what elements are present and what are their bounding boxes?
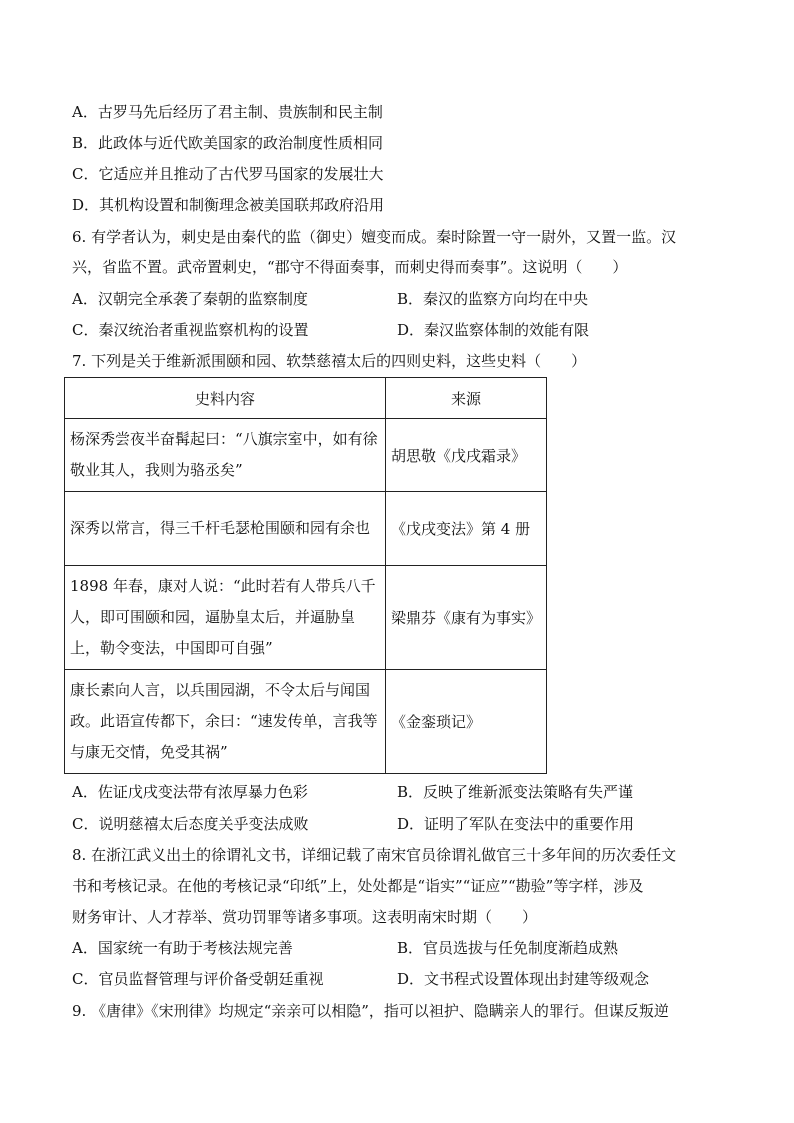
q9-stem-line1: 9. 《唐律》《宋刑律》均规定“亲亲可以相隐”，指可以袒护、隐瞒亲人的罪行。但谋反叛逆 — [72, 1002, 669, 1020]
table-row — [65, 492, 547, 566]
q7-option-c: C．说明慈禧太后态度关乎变法成败 — [72, 815, 309, 833]
table-row — [65, 419, 547, 492]
row-source: 《戊戌变法》第 4 册 — [386, 492, 547, 566]
q6-option-b: B．秦汉的监察方向均在中央 — [397, 290, 589, 308]
q8-stem-line2: 书和考核记录。在他的考核记录“印纸”上，处处都是“诣实”“证应”“勘验”等字样，涉及 — [72, 877, 644, 895]
header-content: 史料内容 — [65, 378, 386, 419]
source-table — [64, 377, 547, 774]
row-source: 胡思敬《戊戌霜录》 — [386, 419, 547, 492]
table-row — [65, 670, 547, 774]
q6-stem-line2: 兴，省监不置。武帝置刺史，“郡守不得面奏事，而刺史得而奏事”。这说明（ ） — [72, 258, 628, 276]
q5-option-c: C．它适应并且推动了古代罗马国家的发展壮大 — [72, 165, 384, 183]
q7-option-d: D．证明了军队在变法中的重要作用 — [397, 815, 635, 833]
q8-option-b: B．官员选拔与任免制度渐趋成熟 — [397, 939, 619, 957]
row-content: 杨深秀尝夜半奋髯起曰：“八旗宗室中，如有徐敬业其人，我则为骆丞矣” — [65, 419, 386, 492]
q6-option-d: D．秦汉监察体制的效能有限 — [397, 321, 590, 339]
row-content: 康长素向人言，以兵围园湖，不令太后与闻国政。此语宣传都下，余曰：“速发传单，言我等与康无交情，免受其祸” — [65, 670, 386, 774]
row-source: 《金銮琐记》 — [386, 670, 547, 774]
table-header-row — [65, 378, 547, 419]
row-content: 1898 年春，康对人说：“此时若有人带兵八千人，即可围颐和园，逼胁皇太后，并逼胁皇上，勒令变法，中国即可自强” — [65, 566, 386, 670]
q8-option-d: D．文书程式设置体现出封建等级观念 — [397, 970, 650, 988]
q8-option-c: C．官员监督管理与评价备受朝廷重视 — [72, 970, 324, 988]
q8-stem-line1: 8. 在浙江武义出土的徐谓礼文书，详细记载了南宋官员徐谓礼做官三十多年间的历次委任文 — [72, 846, 677, 864]
row-content: 深秀以常言，得三千杆毛瑟枪围颐和园有余也 — [65, 492, 386, 566]
q7-option-a: A．佐证戊戌变法带有浓厚暴力色彩 — [72, 783, 308, 801]
q8-option-a: A．国家统一有助于考核法规完善 — [72, 939, 293, 957]
q7-stem: 7. 下列是关于维新派围颐和园、软禁慈禧太后的四则史料，这些史料（ ） — [72, 352, 587, 370]
q5-option-a: A．古罗马先后经历了君主制、贵族制和民主制 — [72, 103, 383, 121]
q5-option-b: B．此政体与近代欧美国家的政治制度性质相同 — [72, 134, 384, 152]
table-row — [65, 566, 547, 670]
header-source: 来源 — [386, 378, 547, 419]
q6-option-c: C．秦汉统治者重视监察机构的设置 — [72, 321, 309, 339]
q7-option-b: B．反映了维新派变法策略有失严谨 — [397, 783, 634, 801]
row-source: 梁鼎芬《康有为事实》 — [386, 566, 547, 670]
q8-stem-line3: 财务审计、人才荐举、赏功罚罪等诸多事项。这表明南宋时期（ ） — [72, 908, 538, 926]
q6-option-a: A．汉朝完全承袭了秦朝的监察制度 — [72, 290, 308, 308]
q6-stem-line1: 6. 有学者认为，刺史是由秦代的监（御史）嬗变而成。秦时除置一守一尉外，又置一监。汉 — [72, 228, 677, 246]
q5-option-d: D．其机构设置和制衡理念被美国联邦政府沿用 — [72, 196, 385, 214]
